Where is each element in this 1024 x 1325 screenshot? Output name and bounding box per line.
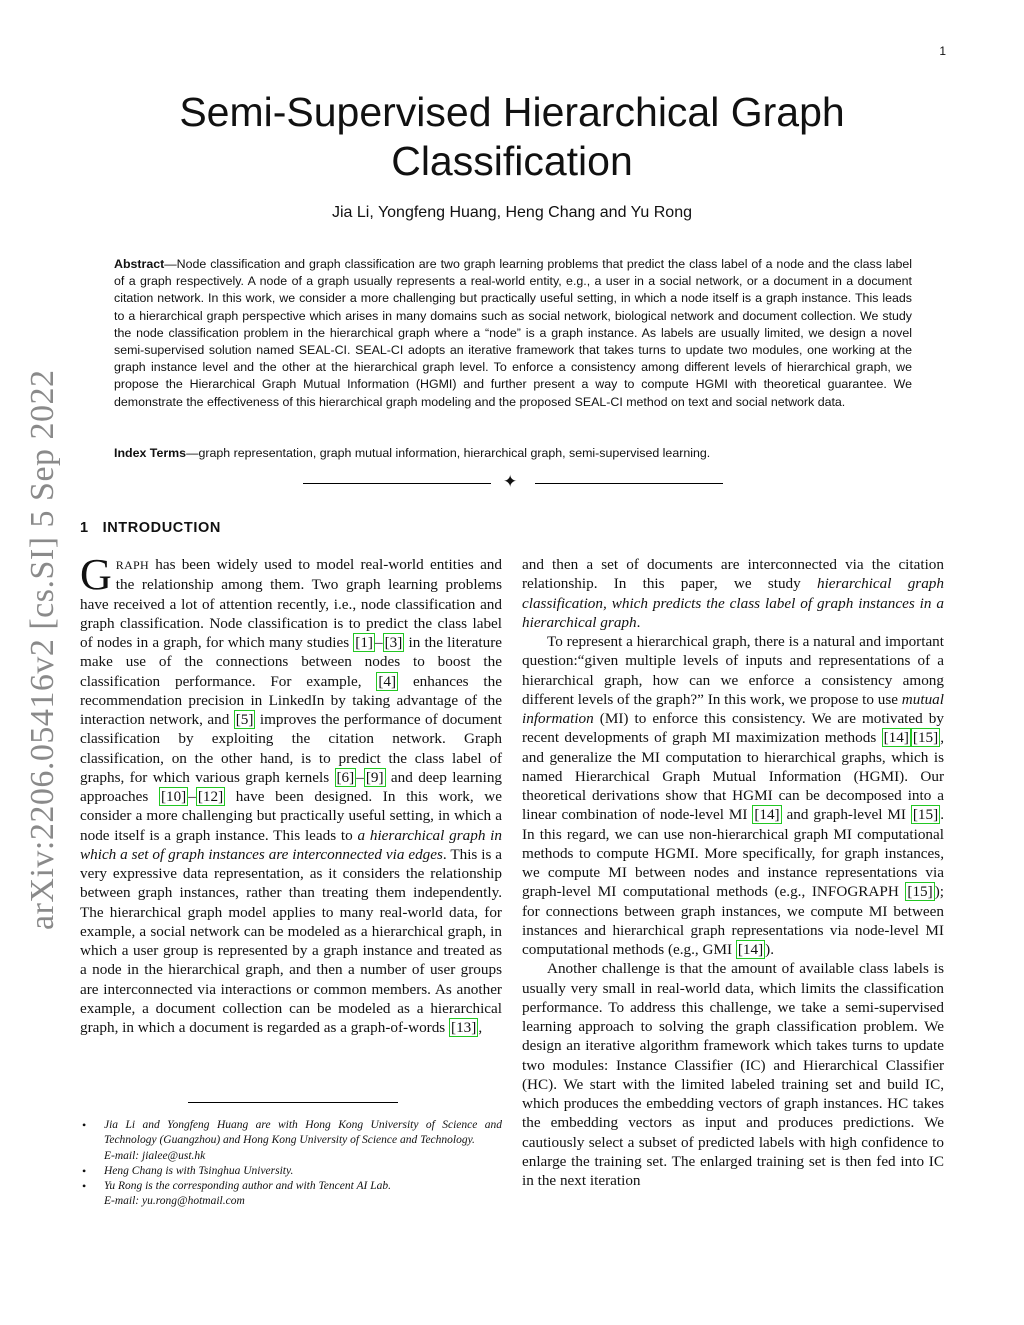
body-text: . xyxy=(636,613,641,631)
intro-paragraph-2 xyxy=(522,555,944,632)
footnotes xyxy=(80,1118,502,1210)
body-text: and graph-level MI xyxy=(781,806,911,824)
body-text: To represent a hierarchical graph, there is a natural and important question:“given multiple levels of inputs and representations of a hierarchical graph, how can we enforce a consistency among different levels of the graph?” In this work, we propose to use xyxy=(522,633,944,708)
citation-link[interactable]: [15] xyxy=(912,729,939,747)
citation-link[interactable]: [10] xyxy=(160,788,187,805)
footnote-email: E-mail: jialee@ust.hk xyxy=(104,1149,206,1162)
body-text: enhances the recommendation precision in LinkedIn by taking advantage of the interaction network, and xyxy=(80,672,502,728)
abstract-label: Abstract xyxy=(114,257,165,271)
body-text: . This is a very expressive data representation, as it considers the relationship between graph instances, rather than treating them independently. The hierarchical graph model applies to many real-world data, for example, a social network can be modeled as a hierarchical graph, in which a user group is represented by a graph instance and treated as a node in the hierarchical graph, and then a number of user groups are interconnected via interactions or common members. As another example, a document collection can be modeled as a hierarchical graph, in which a document is regarded as a graph-of-words xyxy=(80,845,502,1036)
body-text: and deep learning approaches xyxy=(80,768,503,805)
index-terms xyxy=(114,446,912,460)
intro-paragraph-4 xyxy=(522,959,944,1190)
body-text: – xyxy=(188,788,196,805)
emphasis-text: mutual information xyxy=(522,690,944,727)
intro-paragraph-1 xyxy=(80,550,503,1037)
footnote-affiliation: Heng Chang is with Tsinghua University. xyxy=(104,1164,294,1177)
citation-link[interactable]: [1] xyxy=(355,634,373,651)
left-column xyxy=(80,550,503,1037)
citation-link[interactable]: [14] xyxy=(883,729,909,747)
section-separator xyxy=(303,472,723,492)
footnote-affiliation: Yu Rong is the corresponding author and with Tencent AI Lab. xyxy=(104,1180,391,1193)
citation-link[interactable]: [14] xyxy=(754,806,780,824)
footnote-item xyxy=(104,1179,502,1210)
emphasis-text: hierarchical graph classification, which predicts the class label of graph instances in a hierarchical graph xyxy=(522,575,944,631)
dropcap-letter: G xyxy=(80,550,112,599)
right-column xyxy=(522,555,944,1190)
section-heading xyxy=(80,520,221,536)
diamond-star-icon: ✦ xyxy=(503,472,518,492)
body-text: and then a set of documents are interconnected via the citation relationship. In this paper, we study xyxy=(522,556,944,593)
index-terms-text: —graph representation, graph mutual information, hierarchical graph, semi-supervised learning. xyxy=(186,446,711,460)
citation-link[interactable]: [6] xyxy=(336,768,355,786)
citation-link[interactable]: [5] xyxy=(235,711,254,728)
section-number: 1 xyxy=(80,520,89,536)
body-text: ). xyxy=(765,941,775,958)
body-text: , xyxy=(478,1019,483,1036)
body-text: in the literature make use of the connections between nodes to boost the classification performance. For example, xyxy=(80,634,502,690)
citation-link[interactable]: [15] xyxy=(912,806,939,824)
citation-link[interactable]: [3] xyxy=(384,634,403,651)
footnote-affiliation: Jia Li and Yongfeng Huang are with Hong Kong University of Science and Technology (Guangzhou) and Hong Kong University of Science and Technology. xyxy=(104,1119,502,1147)
body-text: ); for connections between graph instances, we compute MI between instances and hierarchical graph representations via node-level MI computational methods (e.g., GMI xyxy=(522,883,944,958)
smallcaps-word: RAPH xyxy=(115,558,149,572)
separator-line-left xyxy=(303,483,491,484)
citation-link[interactable]: [14] xyxy=(737,941,764,958)
index-terms-label: Index Terms xyxy=(114,446,187,460)
separator-line-right xyxy=(535,483,723,484)
citation-link[interactable]: [15] xyxy=(907,883,933,901)
citation-link[interactable]: [9] xyxy=(365,768,384,786)
body-text: , and generalize the MI computation to hierarchical graphs, which is named Hierarchical Graph Mutual Information (HGMI). Our theoretical derivations show that HGMI can be decomposed into a linear combination of node-level MI xyxy=(522,729,944,824)
page-number: 1 xyxy=(939,44,946,58)
intro-paragraph-3 xyxy=(522,632,944,959)
paper-title: Semi-Supervised Hierarchical Graph Classification xyxy=(179,89,845,184)
emphasis-text: a hierarchical graph in which a set of graph instances are interconnected via edges xyxy=(80,826,502,863)
body-text: (MI) to enforce this consistency. We are motivated by recent developments of graph MI maximization methods xyxy=(522,710,944,747)
footnote-item xyxy=(104,1164,502,1179)
author-list: Jia Li, Yongfeng Huang, Heng Chang and Yu Rong xyxy=(332,204,692,221)
body-text: . In this regard, we can use non-hierarchical graph MI computational methods to compute HGMI. More specifically, for graph instances, we compute MI between nodes and instance representations via graph-level MI computational methods (e.g., INFOGRAPH xyxy=(522,806,944,901)
footnote-rule xyxy=(188,1102,398,1103)
body-text: Another challenge is that the amount of available class labels is usually very small in real-world data, which limits the classification performance. To address this challenge, we take a semi-supervised learning approach to solving the graph classification problem. We design an iterative algorithm framework which takes turns to update two modules: Instance Classifier (IC) and Hierarchical Classifier (HC). We start with the limited labeled training set and build IC, which produces the embedding vectors of graph instances. HC takes the embedding vectors as input and produces predictions. We cautiously select a subset of predicted labels with high confidence to enlarge the training set. The enlarged training set is then fed into IC in the next iteration xyxy=(522,960,944,1189)
footnote-item xyxy=(104,1118,502,1164)
abstract-text: —Node classification and graph classification are two graph learning problems that predict the class label of a node and the class label of a graph respectively. A node of a graph usually represents a real-world entity, e.g., a user in a social network, or a document in a document citation network. In this work, we consider a more challenging but practically useful setting, in which a node itself is a graph instance. This leads to a hierarchical graph perspective which arises in many domains such as social network, biological network and document collection. We study the node classification problem in the hierarchical graph where a “node” is a graph instance. As labels are usually limited, we design a novel semi-supervised solution named SEAL-CI. SEAL-CI adopts an iterative framework that takes turns to update two modules, one working at the graph instance level and the other at the hierarchical graph level. To enforce a consistency among different levels of hierarchical graph, we propose the Hierarchical Graph Mutual Information (HGMI) and further present a way to compute HGMI with theoretical guarantee. We demonstrate the effectiveness of this hierarchical graph modeling and the proposed SEAL-CI method on text and social network data. xyxy=(114,257,912,409)
body-text: improves the performance of document classification by exploiting the citation network. Graph classification, on the other hand, is to predict the class label of graphs, for which various graph kernels xyxy=(80,711,502,786)
arxiv-identifier[interactable]: arXiv:2206.05416v2 [cs.SI] 5 Sep 2022 xyxy=(24,369,61,930)
citation-link[interactable]: [4] xyxy=(378,672,397,690)
abstract xyxy=(114,256,912,411)
body-text: – xyxy=(375,634,383,651)
section-title: INTRODUCTION xyxy=(102,520,221,536)
body-text: – xyxy=(356,768,364,786)
footnote-email: E-mail: yu.rong@hotmail.com xyxy=(104,1195,245,1208)
citation-link[interactable]: [13] xyxy=(451,1019,477,1036)
citation-link[interactable]: [12] xyxy=(197,788,224,805)
body-text: has been widely used to model real-world entities and the relationship among them. Two graph learning problems have received a lot of attention recently, i.e., node classification and graph classification. Node classification is to predict the class label of nodes in a graph, for which many studies xyxy=(80,556,502,651)
body-text: have been designed. In this work, we consider a more challenging but practically useful setting, in which a node itself is a graph instance. This leads to xyxy=(80,788,502,844)
